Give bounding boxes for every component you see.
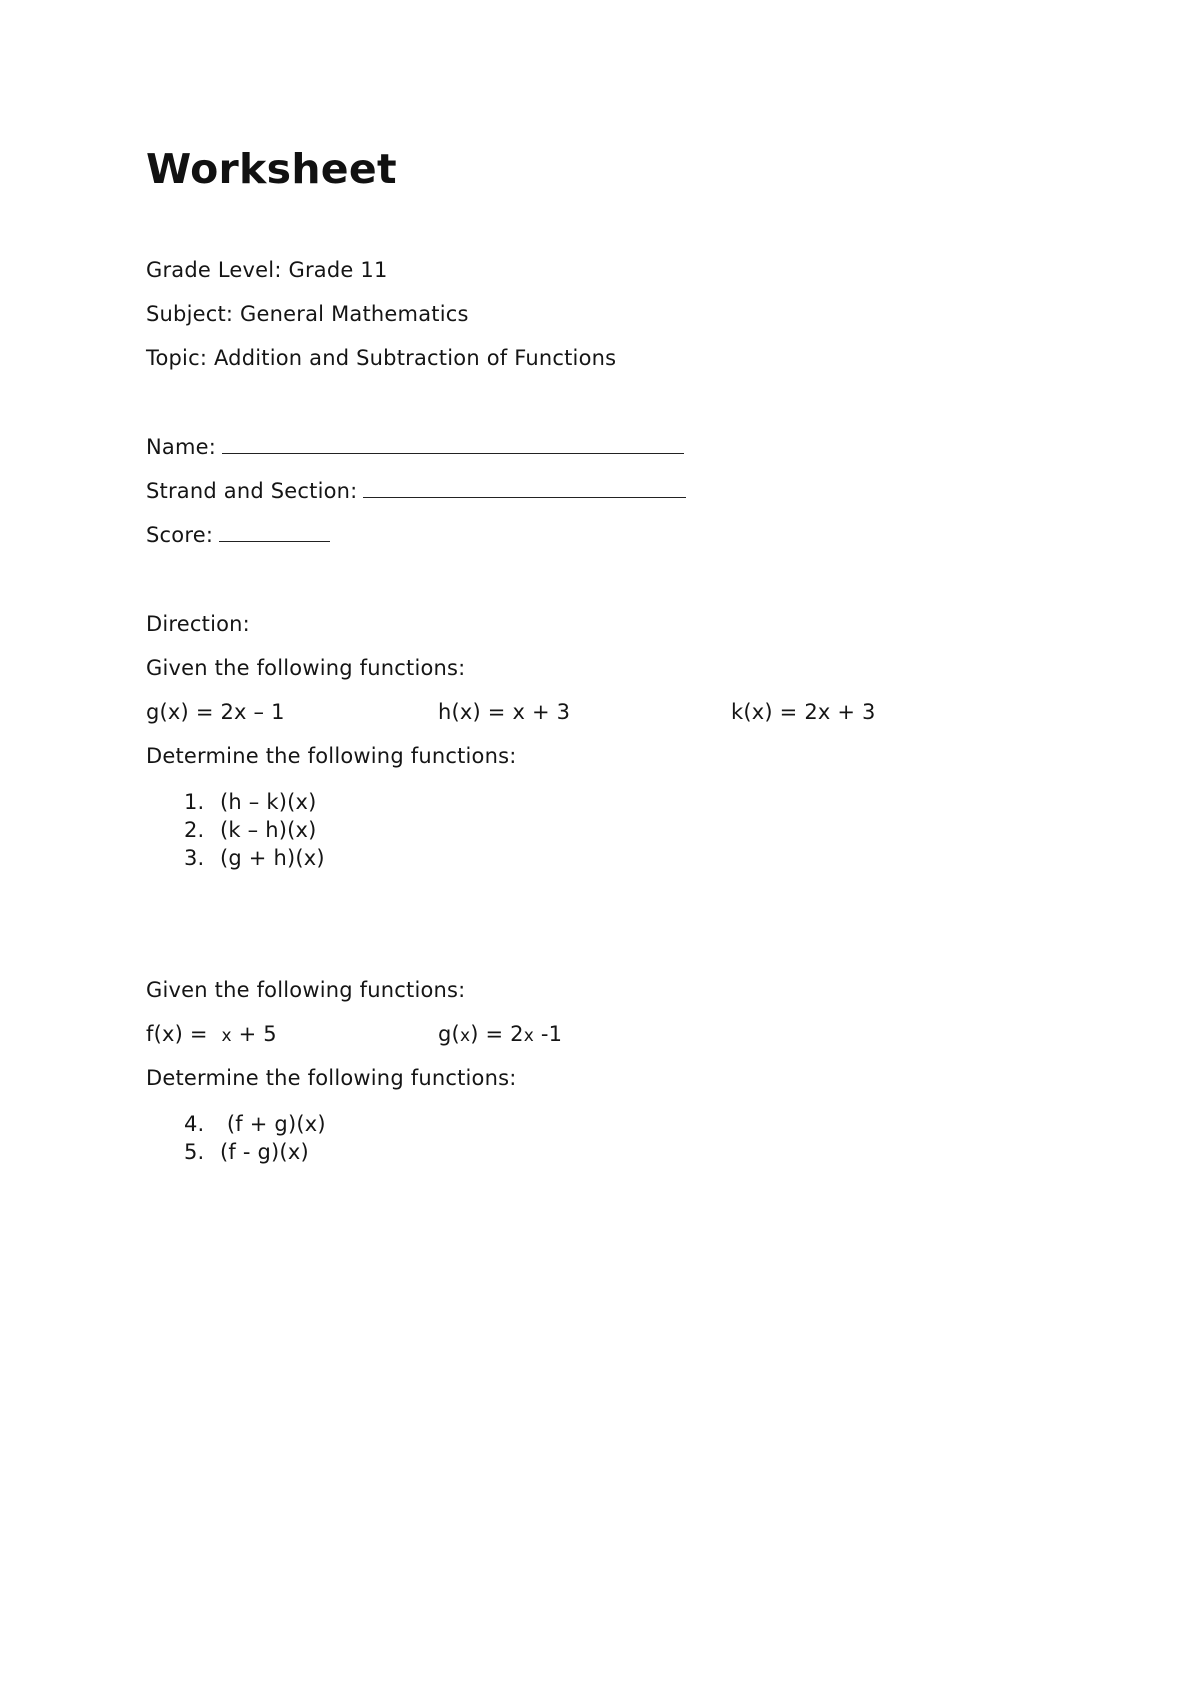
function-f <box>146 1020 277 1050</box>
function-g2-var: x <box>459 1026 471 1046</box>
list-number: 1. <box>184 790 205 814</box>
function-k: k(x) = 2x + 3 <box>731 700 876 724</box>
strand-field-row <box>146 477 686 505</box>
list-text: (k – h)(x) <box>220 818 317 842</box>
name-label: Name: <box>146 435 217 459</box>
score-field-row <box>146 521 330 549</box>
function-g: g(x) = 2x – 1 <box>146 700 285 724</box>
list-number: 4. <box>184 1112 205 1136</box>
strand-section-blank-line[interactable] <box>363 477 686 498</box>
topic: Topic: Addition and Subtraction of Functions <box>146 346 617 370</box>
function-g2-var2: x <box>523 1026 534 1046</box>
list-text: (f - g)(x) <box>220 1140 309 1164</box>
page-title: Worksheet <box>146 145 397 193</box>
subject: Subject: General Mathematics <box>146 302 469 326</box>
function-h: h(x) = x + 3 <box>438 700 571 724</box>
list-item <box>184 844 325 872</box>
part2-determine: Determine the following functions: <box>146 1066 517 1090</box>
list-item <box>184 816 317 844</box>
name-field-row <box>146 433 684 461</box>
function-f-suffix: + 5 <box>231 1022 277 1046</box>
name-blank-line[interactable] <box>222 433 684 454</box>
list-number: 5. <box>184 1140 205 1164</box>
score-label: Score: <box>146 523 214 547</box>
list-text: (h – k)(x) <box>220 790 317 814</box>
part1-determine: Determine the following functions: <box>146 744 517 768</box>
function-g2-mid: ) = 2 <box>470 1022 524 1046</box>
direction-label: Direction: <box>146 612 250 636</box>
function-f-var: x <box>221 1026 232 1046</box>
function-g2-suffix: -1 <box>533 1022 563 1046</box>
list-item <box>184 1138 309 1166</box>
strand-section-label: Strand and Section: <box>146 479 358 503</box>
list-text: (g + h)(x) <box>220 846 325 870</box>
list-number: 3. <box>184 846 205 870</box>
part1-intro: Given the following functions: <box>146 656 466 680</box>
list-number: 2. <box>184 818 205 842</box>
list-text: (f + g)(x) <box>220 1112 326 1136</box>
function-f-prefix: f(x) = <box>146 1022 222 1046</box>
function-g2 <box>438 1020 562 1050</box>
function-g2-prefix: g( <box>438 1022 460 1046</box>
list-item <box>184 1110 326 1138</box>
part2-intro: Given the following functions: <box>146 978 466 1002</box>
grade-level: Grade Level: Grade 11 <box>146 258 388 282</box>
score-blank-line[interactable] <box>219 521 330 542</box>
list-item <box>184 788 317 816</box>
